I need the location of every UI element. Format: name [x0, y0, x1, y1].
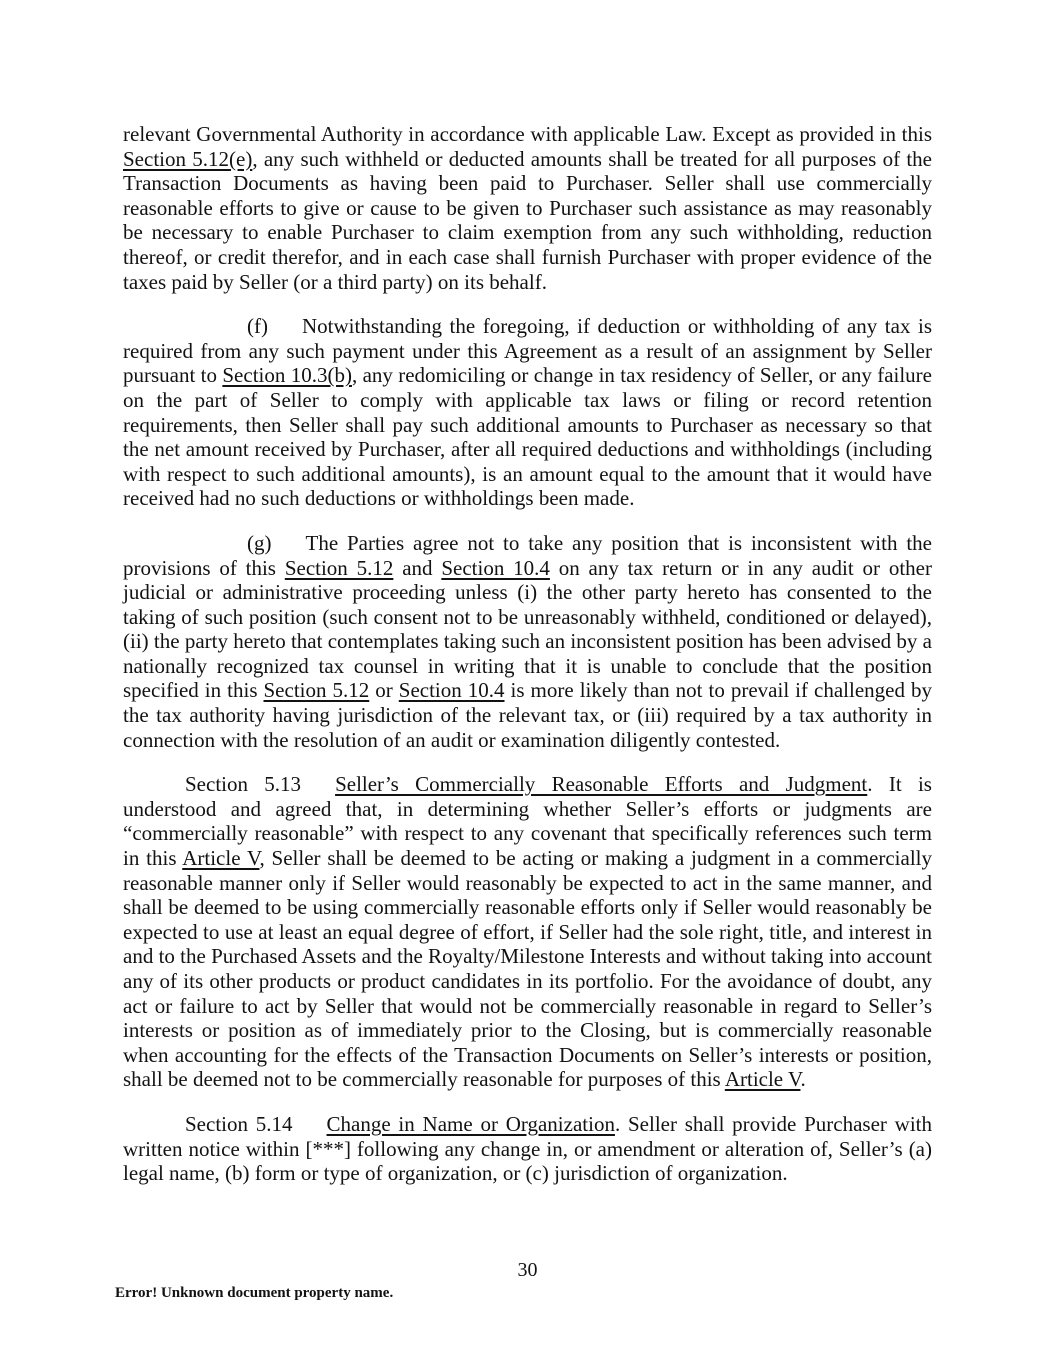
text-run: The Parties agree not to take any position that is inconsistent with the provisions of this	[123, 530, 932, 580]
paragraph	[123, 122, 932, 294]
text-run: (f)	[247, 314, 268, 339]
text-run: is more likely than not to prevail if challenged by the tax authority having jurisdiction of the relevant tax, or (iii) required by a tax authority in connection with the resolution of an audit or examination diligently contested.	[123, 678, 932, 752]
text-run: on any tax return or in any audit or other judicial or administrative proceeding unless (i) the other party hereto has consented to the taking of such position (such consent not to be unreasonably withheld, conditioned or delayed), (ii) the party hereto that contemplates taking such an inconsistent position has been advised by a nationally recognized tax counsel in writing that it is unable to conclude that the position specified in this	[123, 555, 932, 703]
text-run: and	[393, 555, 442, 580]
document-body	[123, 122, 932, 1206]
underlined-reference: Seller’s Commercially Reasonable Efforts and Judgment	[335, 772, 868, 797]
text-run: . It is understood and agreed that, in determining whether Seller’s efforts or judgments are “commercially reasonable” with respect to any covenant that specifically references such term in this	[123, 772, 932, 871]
text-run: relevant Governmental Authority in accordance with applicable Law. Except as provided in this	[123, 122, 932, 146]
text-run: , any redomiciling or change in tax residency of Seller, or any failure on the part of Seller to comply with applicable tax laws or filing or record retention requirements, then Seller shall pay such additional amounts to Purchaser as necessary so that the net amount received by Purchaser, after all required deductions and withholdings (including with respect to such additional amounts), is an amount equal to the amount that it would have received had no such deductions or withholdings been made.	[123, 363, 933, 511]
text-run: , Seller shall be deemed to be acting or making a judgment in a commercially reasonable manner only if Seller would reasonably be expected to act in the same manner, and shall be deemed to be using commercially reasonable efforts only if Seller would reasonably be expected to use at least an equal degree of effort, if Seller had the sole right, title, and interest in and to the Purchased Assets and the Royalty/Milestone Interests and without taking into account any of its other products or product candidates in its portfolio. For the avoidance of doubt, any act or failure to act by Seller that would not be commercially reasonable in regard to Seller’s interests or position as of immediately prior to the Closing, but is commercially reasonable when accounting for the effects of the Transaction Documents on Seller’s interests or position, shall be deemed not to be commercially reasonable for purposes of this	[123, 846, 932, 1092]
underlined-reference: Section 5.12	[263, 678, 370, 703]
page-number: 30	[517, 1259, 538, 1281]
text-run: or	[369, 678, 399, 703]
paragraph	[123, 1112, 932, 1186]
underlined-reference: Article V	[182, 846, 260, 871]
underlined-reference: Section 5.12(e)	[123, 146, 253, 171]
footer-error-text: Error! Unknown document property name.	[115, 1285, 394, 1301]
paragraph	[123, 314, 932, 511]
paragraph	[123, 531, 932, 752]
underlined-reference: Article V	[724, 1067, 801, 1092]
text-run: Section 5.14	[185, 1111, 293, 1136]
paragraph	[123, 772, 932, 1092]
underlined-reference: Change in Name or Organization	[326, 1111, 615, 1136]
underlined-reference: Section 5.12	[284, 555, 394, 580]
text-run: Notwithstanding the foregoing, if deduction or withholding of any tax is required from any such payment under this Agreement as a result of an assignment by Seller pursuant to	[123, 314, 932, 388]
underlined-reference: Section 10.3(b)	[222, 363, 352, 388]
underlined-reference: Section 10.4	[398, 678, 505, 703]
text-run: , any such withheld or deducted amounts shall be treated for all purposes of the Transaction Documents as having been paid to Purchaser. Seller shall use commercially reasonable efforts to give or cause to be given to Purchaser such assistance as may reasonably be necessary to enable Purchaser to claim exemption from any such withholding, reduction thereof, or credit therefor, and in each case shall furnish Purchaser with proper evidence of the taxes paid by Seller (or a third party) on its behalf.	[123, 146, 933, 294]
text-run: (g)	[247, 530, 272, 555]
text-run: . Seller shall provide Purchaser with written notice within [***] following any change in, or amendment or alteration of, Seller’s (a) legal name, (b) form or type of organization, or (c) jurisdiction of organization.	[123, 1111, 932, 1186]
text-run: .	[800, 1067, 806, 1092]
underlined-reference: Section 10.4	[441, 555, 550, 580]
text-run: Section 5.13	[185, 772, 302, 797]
